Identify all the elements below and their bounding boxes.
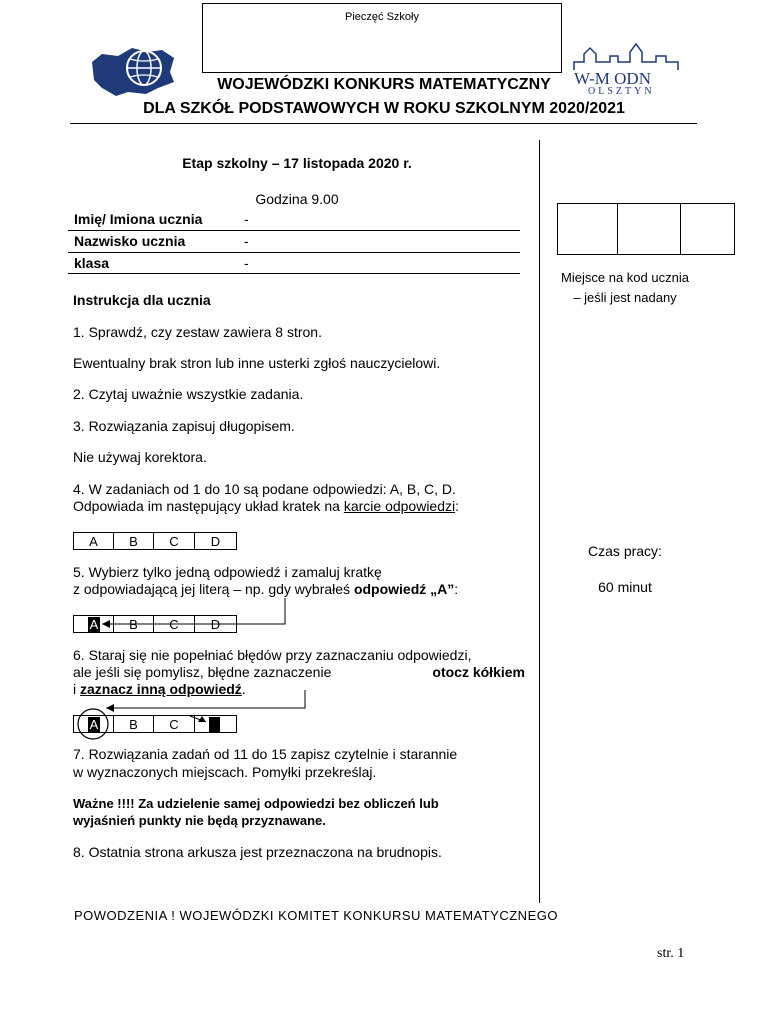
instruction-5-line1: 5. Wybierz tylko jedną odpowiedź i zamaluj kratkę [73, 564, 382, 580]
logo-text-wm-odn: W-M ODN [574, 69, 651, 88]
student-class-label: klasa [74, 255, 110, 271]
exam-time: Godzina 9.00 [255, 191, 339, 207]
answer-box-c: C [154, 533, 195, 549]
answer-box-a: A [74, 533, 114, 549]
mark-other-emphasis: zaznacz inną odpowiedź [80, 681, 242, 697]
answer-box-b: B [114, 616, 154, 632]
student-row-class [74, 255, 520, 275]
instruction-6-text: ale jeśli się pomylisz, błędne zaznaczenie [73, 664, 332, 680]
answer-box-b: B [114, 716, 154, 732]
student-code-box [557, 203, 735, 255]
closing-line: POWODZENIA ! WOJEWÓDZKI KOMITET KONKURSU MATEMATYCZNEGO [74, 908, 558, 923]
instruction-6-i: i [73, 681, 80, 697]
code-note-line2: – jeśli jest nadany [573, 290, 677, 305]
pointer-arrow-1 [90, 598, 300, 634]
header-divider [70, 123, 697, 124]
instruction-1b: Ewentualny brak stron lub inne usterki zgłoś nauczycielowi. [73, 355, 441, 371]
instruction-6-line2 [73, 664, 525, 680]
work-time-label: Czas pracy: [588, 543, 662, 559]
code-note-line1: Miejsce na kod ucznia [561, 270, 689, 285]
instruction-4-colon: : [455, 498, 460, 514]
student-class-value: - [244, 255, 249, 271]
instruction-2: 2. Czytaj uważnie wszystkie zadania. [73, 386, 304, 402]
instruction-4-line1: 4. W zadaniach od 1 do 10 są podane odpowiedzi: A, B, C, D. [73, 481, 456, 497]
answer-boxes-example [73, 532, 237, 550]
code-cell [681, 204, 734, 254]
stage-line: Etap szkolny – 17 listopada 2020 r. [182, 155, 412, 171]
student-first-name-value: - [244, 211, 249, 227]
column-divider [539, 140, 540, 903]
instruction-4-line2 [73, 498, 459, 514]
student-last-name-label: Nazwisko ucznia [74, 233, 186, 249]
page-number: str. 1 [657, 946, 685, 961]
row-divider [68, 273, 520, 274]
instruction-8: 8. Ostatnia strona arkusza jest przeznaczona na brudnopis. [73, 844, 442, 860]
circle-it-emphasis: otocz kółkiem [432, 664, 525, 680]
contest-title-line2: DLA SZKÓŁ PODSTAWOWYCH W ROKU SZKOLNYM 2020/2021 [143, 100, 625, 117]
instruction-7-line2: w wyznaczonych miejscach. Pomyłki przekreślaj. [73, 764, 377, 780]
filled-a: A [89, 617, 99, 632]
correction-circle [78, 709, 108, 739]
code-cell [558, 204, 618, 254]
filled-a: A [89, 717, 99, 732]
student-row-first-name [74, 211, 520, 231]
instruction-3b: Nie używaj korektora. [73, 449, 207, 465]
instruction-5-colon: : [454, 581, 459, 597]
answer-box-d: D [210, 534, 221, 549]
important-note-line2: wyjaśnień punkty nie będą przyznawane. [73, 813, 326, 828]
correction-marks [70, 690, 310, 740]
row-divider [68, 230, 520, 231]
answer-box-c: C [154, 616, 195, 632]
code-cell [618, 204, 681, 254]
school-stamp-box [202, 3, 562, 73]
answer-card-term: karcie odpowiedzi [343, 498, 456, 514]
answer-box-c: C [154, 716, 195, 732]
instruction-7-line1: 7. Rozwiązania zadań od 11 do 15 zapisz czytelnie i starannie [73, 746, 458, 762]
instructions-heading: Instrukcja dla ucznia [73, 292, 211, 308]
answer-box-b: B [114, 533, 154, 549]
instruction-5-text: z odpowiadającą jej literą – np. gdy wybrałeś [73, 581, 354, 597]
instruction-6-period: . [241, 681, 246, 697]
row-divider [68, 252, 520, 253]
work-time-value: 60 minut [598, 579, 652, 595]
instruction-1: 1. Sprawdź, czy zestaw zawiera 8 stron. [73, 324, 322, 340]
answer-a-emphasis: odpowiedź „A” [353, 581, 455, 597]
student-last-name-value: - [244, 233, 249, 249]
logo-text-olsztyn: OLSZTYN [588, 86, 655, 96]
instruction-3: 3. Rozwiązania zapisuj długopisem. [73, 418, 295, 434]
instruction-5-line2 [73, 581, 458, 597]
student-first-name-label: Imię/ Imiona ucznia [74, 211, 203, 227]
student-row-last-name [74, 233, 520, 253]
instruction-4-text: Odpowiada im następujący układ kratek na [73, 498, 344, 514]
contest-title-line1: WOJEWÓDZKI KONKURS MATEMATYCZNY [217, 76, 551, 93]
stamp-label: Pieczęć Szkoły [345, 11, 419, 23]
instruction-6-line1: 6. Staraj się nie popełniać błędów przy zaznaczaniu odpowiedzi, [73, 647, 472, 663]
important-note-line1: Ważne !!!! Za udzielenie samej odpowiedzi bez obliczeń lub [73, 796, 439, 811]
answer-box-d: D [210, 617, 221, 632]
